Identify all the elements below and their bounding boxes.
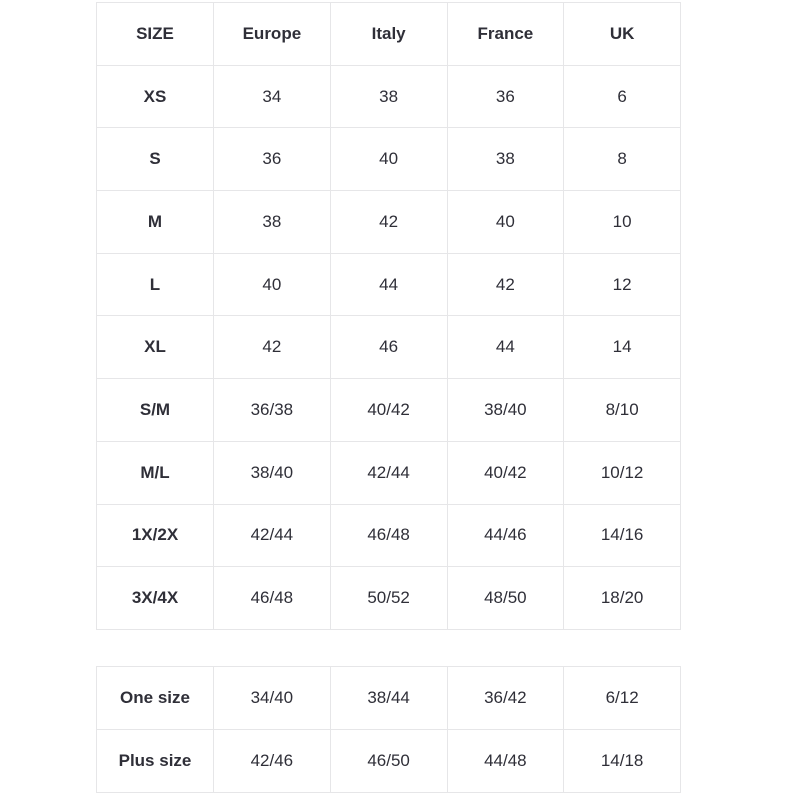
- cell-uk: 14/16: [564, 504, 681, 567]
- row-header-size: 1X/2X: [97, 504, 214, 567]
- cell-uk: 14/18: [564, 730, 681, 793]
- secondary-size-table: [96, 666, 681, 793]
- main-size-table: [96, 2, 681, 630]
- row-header-size: 3X/4X: [97, 567, 214, 630]
- cell-europe: 42: [214, 316, 331, 379]
- cell-europe: 42/44: [214, 504, 331, 567]
- table-row: [97, 65, 681, 128]
- row-header-size: Plus size: [97, 730, 214, 793]
- cell-italy: 40: [330, 128, 447, 191]
- cell-france: 44/46: [447, 504, 564, 567]
- cell-europe: 40: [214, 253, 331, 316]
- cell-italy: 38/44: [330, 667, 447, 730]
- cell-italy: 46/50: [330, 730, 447, 793]
- cell-uk: 12: [564, 253, 681, 316]
- cell-europe: 38/40: [214, 441, 331, 504]
- cell-italy: 46/48: [330, 504, 447, 567]
- main-table-header: [97, 3, 681, 66]
- cell-uk: 14: [564, 316, 681, 379]
- cell-italy: 38: [330, 65, 447, 128]
- table-row: [97, 441, 681, 504]
- cell-italy: 42: [330, 191, 447, 254]
- row-header-size: One size: [97, 667, 214, 730]
- row-header-size: S/M: [97, 379, 214, 442]
- cell-france: 42: [447, 253, 564, 316]
- cell-uk: 8: [564, 128, 681, 191]
- row-header-size: XS: [97, 65, 214, 128]
- main-table-body: [97, 65, 681, 629]
- cell-france: 38/40: [447, 379, 564, 442]
- cell-europe: 36: [214, 128, 331, 191]
- column-header-italy: Italy: [330, 3, 447, 66]
- cell-france: 40: [447, 191, 564, 254]
- cell-europe: 42/46: [214, 730, 331, 793]
- cell-france: 40/42: [447, 441, 564, 504]
- table-row: [97, 730, 681, 793]
- cell-europe: 36/38: [214, 379, 331, 442]
- column-header-france: France: [447, 3, 564, 66]
- secondary-table-body: [97, 667, 681, 793]
- cell-france: 44: [447, 316, 564, 379]
- column-header-europe: Europe: [214, 3, 331, 66]
- secondary-size-table-container: [96, 666, 680, 793]
- table-row: [97, 667, 681, 730]
- cell-uk: 6/12: [564, 667, 681, 730]
- table-row: [97, 253, 681, 316]
- table-header-row: [97, 3, 681, 66]
- cell-italy: 50/52: [330, 567, 447, 630]
- cell-uk: 8/10: [564, 379, 681, 442]
- cell-france: 36/42: [447, 667, 564, 730]
- cell-uk: 18/20: [564, 567, 681, 630]
- cell-france: 38: [447, 128, 564, 191]
- column-header-size: SIZE: [97, 3, 214, 66]
- table-row: [97, 379, 681, 442]
- main-size-table-container: [96, 2, 680, 630]
- cell-uk: 10: [564, 191, 681, 254]
- cell-france: 44/48: [447, 730, 564, 793]
- cell-france: 48/50: [447, 567, 564, 630]
- row-header-size: L: [97, 253, 214, 316]
- cell-europe: 34: [214, 65, 331, 128]
- row-header-size: XL: [97, 316, 214, 379]
- table-row: [97, 128, 681, 191]
- cell-italy: 44: [330, 253, 447, 316]
- cell-europe: 38: [214, 191, 331, 254]
- column-header-uk: UK: [564, 3, 681, 66]
- row-header-size: M/L: [97, 441, 214, 504]
- table-row: [97, 504, 681, 567]
- cell-italy: 46: [330, 316, 447, 379]
- cell-europe: 34/40: [214, 667, 331, 730]
- cell-italy: 40/42: [330, 379, 447, 442]
- cell-italy: 42/44: [330, 441, 447, 504]
- cell-uk: 10/12: [564, 441, 681, 504]
- row-header-size: S: [97, 128, 214, 191]
- cell-france: 36: [447, 65, 564, 128]
- table-row: [97, 191, 681, 254]
- row-header-size: M: [97, 191, 214, 254]
- table-row: [97, 316, 681, 379]
- cell-europe: 46/48: [214, 567, 331, 630]
- table-row: [97, 567, 681, 630]
- cell-uk: 6: [564, 65, 681, 128]
